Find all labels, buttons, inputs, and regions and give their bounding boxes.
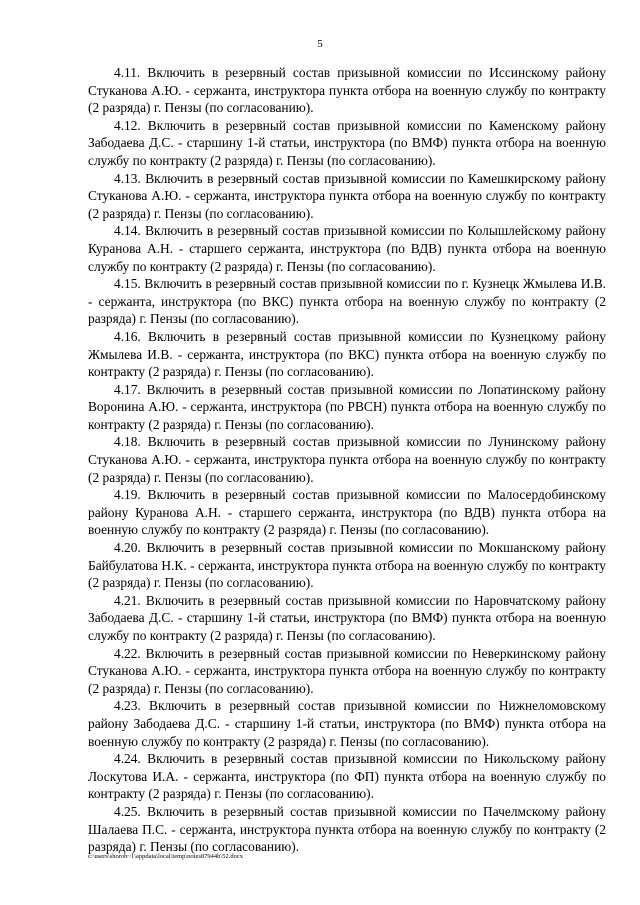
page-number: 5 xyxy=(317,38,323,50)
paragraph-4-23: 4.23. Включить в резервный состав призывной комиссии по Нижнеломовскому району Забодаева Д.С. - старшину 1-й статьи, инструктора (по ВМФ) пункта отбора на военную службу по контракту (2 разряда) г. Пензы (по согласованию). xyxy=(88,698,606,749)
document-body xyxy=(88,64,606,856)
paragraph-4-17: 4.17. Включить в резервный состав призывной комиссии по Лопатинскому району Воронина А.Ю. - сержанта, инструктора (по РВСН) пункта отбора на военную службу по контракту (2 разряда) г. Пензы (по согласованию). xyxy=(88,381,606,432)
paragraph-4-15: 4.15. Включить в резервный состав призывной комиссии по г. Кузнецк Жмылева И.В. - сержанта, инструктора (по ВКС) пункта отбора на военную службу по контракту (2 разряда) г. Пензы (по согласованию). xyxy=(88,276,606,327)
paragraph-4-21: 4.21. Включить в резервный состав призывной комиссии по Наровчатскому району Забодаева Д.С. - старшину 1-й статьи, инструктора (по ВМФ) пункта отбора на военную службу по контракту (2 разряда) г. Пензы (по согласованию). xyxy=(88,592,606,643)
footer-file-path: c:\users\shorob~1\appdata\local\temp\notes87944b\52.docx xyxy=(88,853,243,860)
paragraph-4-16: 4.16. Включить в резервный состав призывной комиссии по Кузнецкому району Жмылева И.В. - сержанта, инструктора (по ВКС) пункта отбора на военную службу по контракту (2 разряда) г. Пензы (по согласованию). xyxy=(88,328,606,380)
paragraph-4-11: 4.11. Включить в резервный состав призывной комиссии по Иссинскому району Стуканова А.Ю. - сержанта, инструктора пункта отбора на военную службу по контракту (2 разряда) г. Пензы (по согласованию). xyxy=(88,65,606,116)
paragraph-4-20: 4.20. Включить в резервный состав призывной комиссии по Мокшанскому району Байбулатова Н.К. - сержанта, инструктора пункта отбора на военную службу по контракту (2 разряда) г. Пензы (по согласованию). xyxy=(88,540,606,591)
paragraph-4-25: 4.25. Включить в резервный состав призывной комиссии по Пачелмскому району Шалаева П.С. - сержанта, инструктора пункта отбора на военную службу по контракту (2 разряда) г. Пензы (по согласованию). xyxy=(88,803,606,855)
paragraph-4-12: 4.12. Включить в резервный состав призывной комиссии по Каменскому району Забодаева Д.С. - старшину 1-й статьи, инструктора (по ВМФ) пункта отбора на военную службу по контракту (2 разряда) г. Пензы (по согласованию). xyxy=(88,117,606,168)
paragraph-4-14: 4.14. Включить в резервный состав призывной комиссии по Колышлейскому району Куранова А.Н. - старшего сержанта, инструктора (по ВДВ) пункта отбора на военную службу по контракту (2 разряда) г. Пензы (по согласованию). xyxy=(88,223,606,274)
paragraph-4-18: 4.18. Включить в резервный состав призывной комиссии по Лунинскому району Стуканова А.Ю. - сержанта, инструктора пункта отбора на военную службу по контракту (2 разряда) г. Пензы (по согласованию). xyxy=(88,434,606,485)
paragraph-4-19: 4.19. Включить в резервный состав призывной комиссии по Малосердобинскому району Куранова А.Н. - старшего сержанта, инструктора (по ВДВ) пункта отбора на военную службу по контракту (2 разряда) г. Пензы (по согласованию). xyxy=(88,487,606,538)
paragraph-4-13: 4.13. Включить в резервный состав призывной комиссии по Камешкирскому району Стуканова А.Ю. - сержанта, инструктора пункта отбора на военную службу по контракту (2 разряда) г. Пензы (по согласованию). xyxy=(88,170,606,221)
paragraph-4-22: 4.22. Включить в резервный состав призывной комиссии по Неверкинскому району Стуканова А.Ю. - сержанта, инструктора пункта отбора на военную службу по контракту (2 разряда) г. Пензы (по согласованию). xyxy=(88,645,606,696)
paragraph-4-24: 4.24. Включить в резервный состав призывной комиссии по Никольскому району Лоскутова И.А. - сержанта, инструктора (по ФП) пункта отбора на военную службу по контракту (2 разряда) г. Пензы (по согласованию). xyxy=(88,751,606,802)
